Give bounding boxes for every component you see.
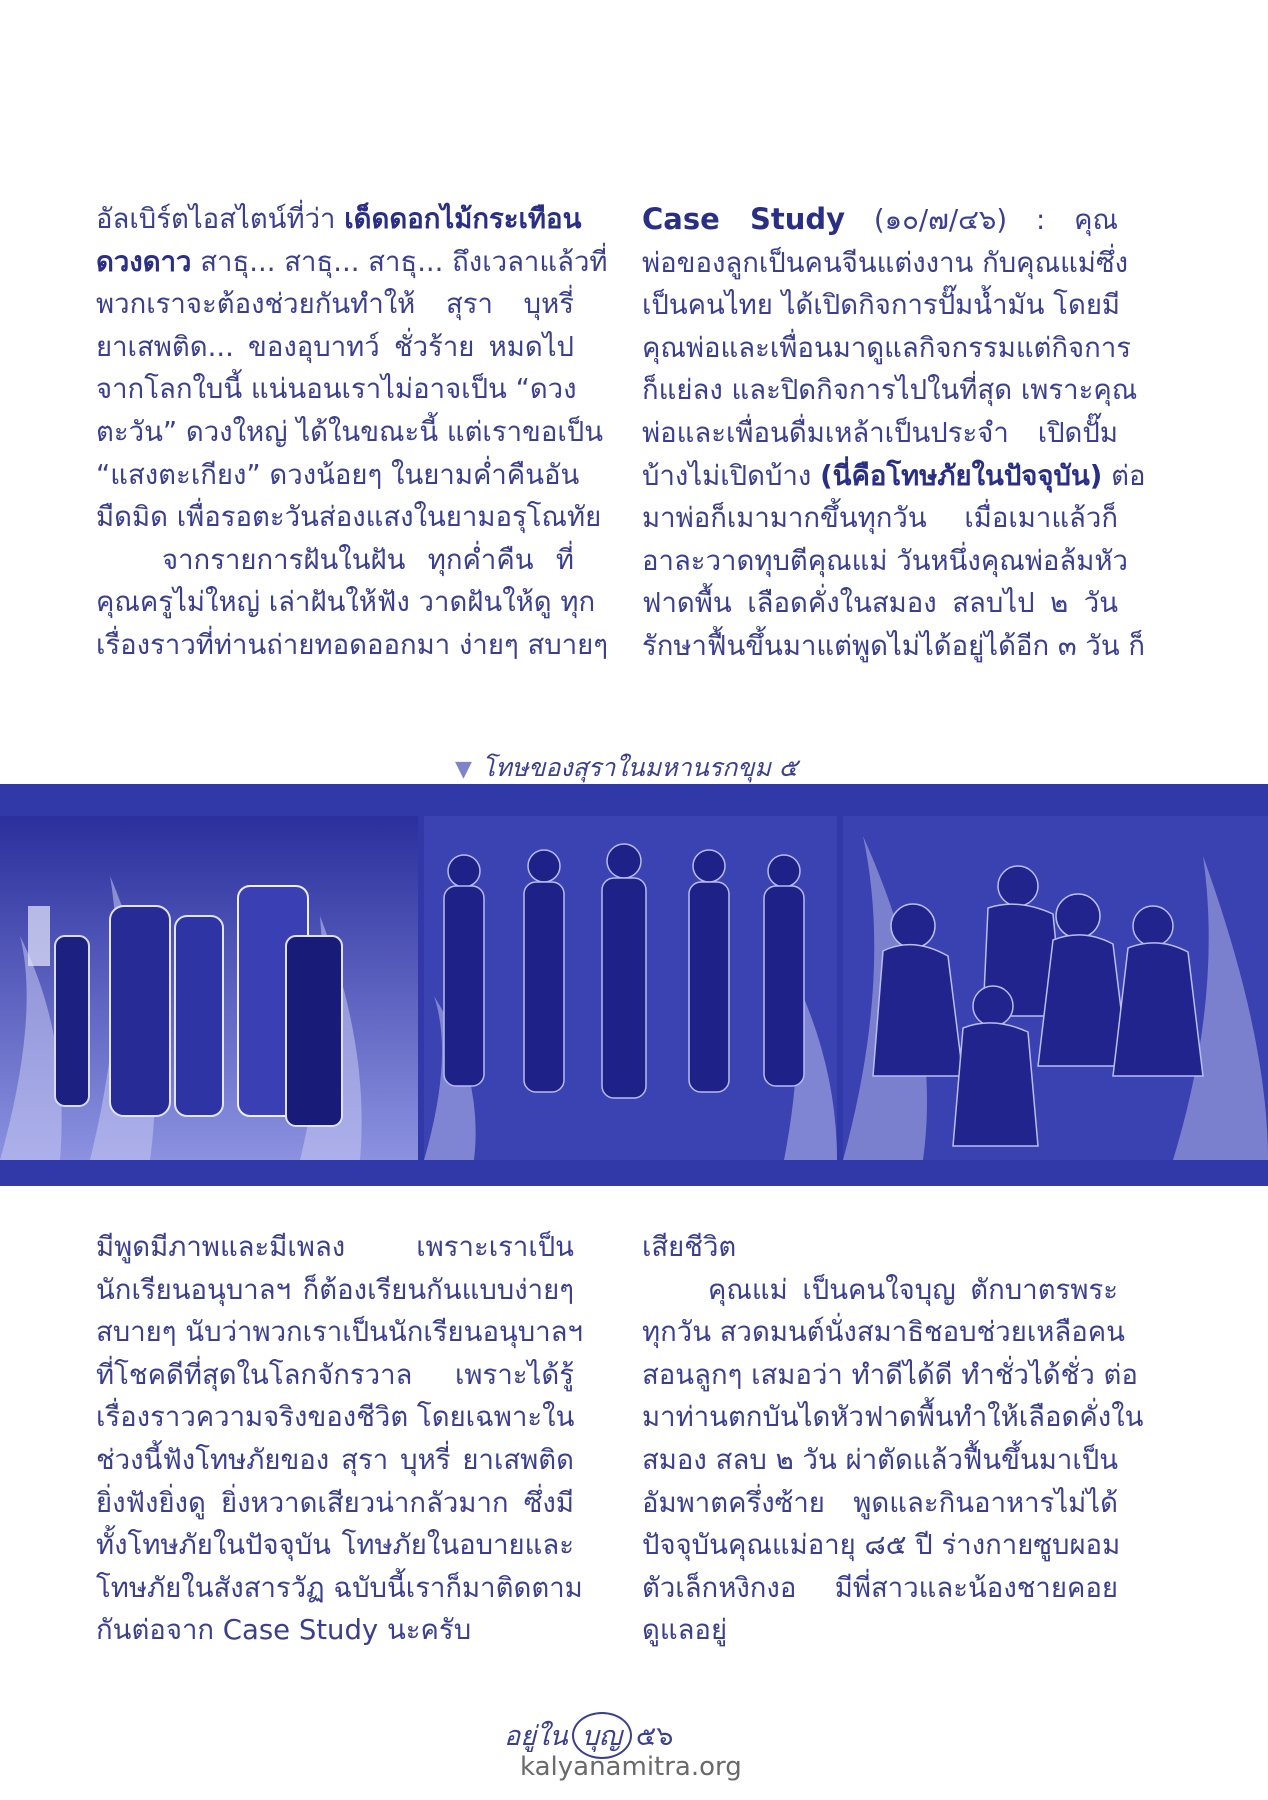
text-line: [96, 368, 577, 411]
bold-text: เด็ดดอกไม้กระเทือน: [344, 203, 582, 235]
text-run: กันต่อจาก Case Study นะครับ: [96, 1614, 472, 1647]
text-line: [96, 1439, 574, 1482]
text-run: ทั้งโทษภัยในปัจจุบัน โทษภัยในอบายและ: [96, 1529, 574, 1562]
text-run: เรื่องราวที่ท่านถ่ายทอดออกมา ง่ายๆ สบายๆ: [96, 628, 609, 661]
illustration-band: [0, 784, 1268, 1186]
text-run: สอนลูกๆ เสมอว่า ทำดีได้ดี ทำชั่วได้ชั่ว ต่อ: [642, 1358, 1138, 1391]
text-run: ตะวัน” ดวงใหญ่ ได้ในขณะนี้ แต่เราขอเป็น: [96, 415, 604, 448]
site-url: kalyanamitra.org: [520, 1752, 742, 1782]
text-line: [642, 327, 1132, 370]
text-run: คุณครูไม่ใหญ่ เล่าฝันให้ฟัง วาดฝันให้ดู ทุก: [96, 586, 596, 619]
text-run: อาละวาดทุบตีคุณแม่ วันหนึ่งคุณพ่อล้มหัว: [642, 544, 1128, 577]
text-line: [642, 369, 1138, 412]
text-line: [96, 581, 596, 624]
text-line: [642, 497, 1118, 540]
top-right-column: [642, 198, 1146, 668]
bottom-right-column: [642, 1226, 1144, 1652]
text-run: มาท่านตกบันไดหัวฟาดพื้นทำให้เลือดคั่งใน: [642, 1401, 1144, 1434]
text-line: [642, 1609, 1118, 1652]
text-line: [642, 242, 1129, 285]
text-line: [96, 1354, 574, 1397]
case-study-heading: Case Study: [642, 202, 846, 236]
text-run: จากรายการฝันในฝัน ทุกค่ำคืน ที่: [162, 543, 574, 576]
text-line: [96, 1609, 574, 1652]
text-run: ตัวเล็กหงิกงอ มีพี่สาวและน้องชายคอย: [642, 1571, 1118, 1604]
text-line: [96, 1269, 574, 1312]
text-line: [642, 1354, 1138, 1397]
text-line: [96, 241, 608, 284]
text-run: จากโลกใบนี้ แน่นอนเราไม่อาจเป็น “ดวง: [96, 373, 577, 406]
text-run: ดูแลอยู่: [642, 1614, 728, 1647]
text-line: [642, 455, 1146, 498]
text-run: (๑๐/๗/๔๖) : คุณ: [845, 204, 1119, 236]
text-run: พวกเราจะต้องช่วยกันทำให้ สุรา บุหรี่: [96, 288, 574, 321]
text-run: เรื่องราวความจริงของชีวิต โดยเฉพาะใน: [96, 1401, 575, 1434]
text-line: [96, 539, 574, 582]
text-run: มืดมิด เพื่อรอตะวันส่องแสงในยามอรุโณทัย: [96, 501, 602, 534]
text-run: ทุกวัน สวดมนต์นั่งสมาธิชอบช่วยเหลือคน: [642, 1316, 1125, 1349]
text-line: [96, 1524, 574, 1567]
bold-text: (นี่คือโทษภัยในปัจจุบัน): [820, 459, 1103, 492]
text-run: ต่อ: [1102, 459, 1146, 492]
text-run: สาธุ... สาธุ... สาธุ... ถึงเวลาแล้วที่: [191, 245, 608, 278]
text-line: [642, 284, 1121, 327]
text-run: อัลเบิร์ตไอสไตน์ที่ว่า: [96, 203, 345, 235]
text-run: พ่อและเพื่อนดื่มเหล้าเป็นประจำ เปิดปั๊ม: [642, 416, 1118, 449]
text-run: ยิ่งฟังยิ่งดู ยิ่งหวาดเสียวน่ากลัวมาก ซึ่งมี: [96, 1486, 574, 1519]
text-line: [642, 198, 1118, 242]
text-run: สบายๆ นับว่าพวกเราเป็นนักเรียนอนุบาลฯ: [96, 1316, 583, 1349]
text-line: [642, 1311, 1125, 1354]
text-line: [96, 454, 580, 497]
text-line: [642, 1567, 1118, 1610]
text-line: [96, 326, 574, 369]
text-line: [96, 198, 582, 241]
top-left-column: [96, 198, 609, 667]
text-line: [96, 411, 604, 454]
text-line: [96, 1311, 583, 1354]
footer-logo: อยู่ใน บุญ ๕๖: [504, 1712, 673, 1759]
text-line: [96, 496, 602, 539]
image-caption: ▼ โทษของสุราในมหานรกขุม ๕: [455, 753, 798, 782]
text-run: พ่อของลูกเป็นคนจีนแต่งงาน กับคุณแม่ซึ่ง: [642, 246, 1129, 279]
text-run: ช่วงนี้ฟังโทษภัยของ สุรา บุหรี่ ยาเสพติด: [96, 1443, 574, 1476]
triangle-down-icon: ▼: [455, 757, 472, 782]
text-line: [96, 1482, 574, 1525]
text-run: อัมพาตครึ่งซ้าย พูดและกินอาหารไม่ได้: [642, 1486, 1118, 1519]
demons-torment-illustration: [843, 816, 1268, 1160]
text-run: ปัจจุบันคุณแม่อายุ ๘๕ ปี ร่างกายซูบผอม: [642, 1529, 1121, 1562]
text-run: มาพ่อก็เมามากขึ้นทุกวัน เมื่อเมาแล้วก็: [642, 502, 1118, 535]
bottom-left-column: [96, 1226, 583, 1652]
text-line: [642, 1226, 1118, 1269]
text-run: “แสงตะเกียง” ดวงน้อยๆ ในยามค่ำคืนอัน: [96, 458, 580, 491]
text-run: คุณพ่อและเพื่อนมาดูแลกิจกรรมแต่กิจการ: [642, 331, 1132, 364]
logo-circle: บุญ: [572, 1712, 632, 1759]
text-run: ยาเสพติด... ของอุบาทว์ ชั่วร้าย หมดไป: [96, 330, 574, 363]
text-run: ก็แย่ลง และปิดกิจการไปในที่สุด เพราะคุณ: [642, 374, 1138, 407]
text-run: คุณแม่ เป็นคนใจบุญ ตักบาตรพระ: [708, 1273, 1118, 1306]
text-line: [96, 283, 574, 326]
text-line: [96, 1567, 583, 1610]
text-line: [642, 1439, 1118, 1482]
text-run: สมอง สลบ ๒ วัน ผ่าตัดแล้วฟื้นขึ้นมาเป็น: [642, 1443, 1118, 1476]
text-line: [642, 1482, 1118, 1525]
text-line: [642, 625, 1146, 668]
text-line: [96, 624, 609, 667]
text-line: [642, 540, 1128, 583]
text-line: [96, 1226, 574, 1269]
text-run: ฟาดพื้น เลือดคั่งในสมอง สลบไป ๒ วัน: [642, 587, 1118, 620]
text-line: [642, 1524, 1121, 1567]
text-run: ที่โชคดีที่สุดในโลกจักรวาล เพราะได้รู้: [96, 1358, 574, 1391]
bottles-illustration: [0, 816, 418, 1160]
page-number: ๕๖: [635, 1721, 674, 1752]
text-run: มีพูดมีภาพและมีเพลง เพราะเราเป็น: [96, 1231, 574, 1263]
bold-text: ดวงดาว: [96, 245, 192, 278]
text-run: โทษภัยในสังสารวัฏ ฉบับนี้เราก็มาติดตาม: [96, 1571, 583, 1604]
text-run: รักษาฟื้นขึ้นมาแต่พูดไม่ได้อยู่ได้อีก ๓ วัน ก็: [642, 629, 1146, 662]
text-line: [642, 412, 1118, 455]
text-line: [642, 582, 1118, 625]
text-line: [642, 1269, 1118, 1312]
text-run: บ้างไม่เปิดบ้าง: [642, 459, 821, 492]
text-line: [642, 1396, 1144, 1439]
text-line: [96, 1396, 574, 1439]
demons-with-bottles-illustration: [424, 816, 837, 1160]
text-run: เป็นคนไทย ได้เปิดกิจการปั๊มน้ำมัน โดยมี: [642, 289, 1121, 322]
text-run: นักเรียนอนุบาลฯ ก็ต้องเรียนกันแบบง่ายๆ: [96, 1273, 574, 1306]
text-run: เสียชีวิต: [642, 1231, 737, 1263]
